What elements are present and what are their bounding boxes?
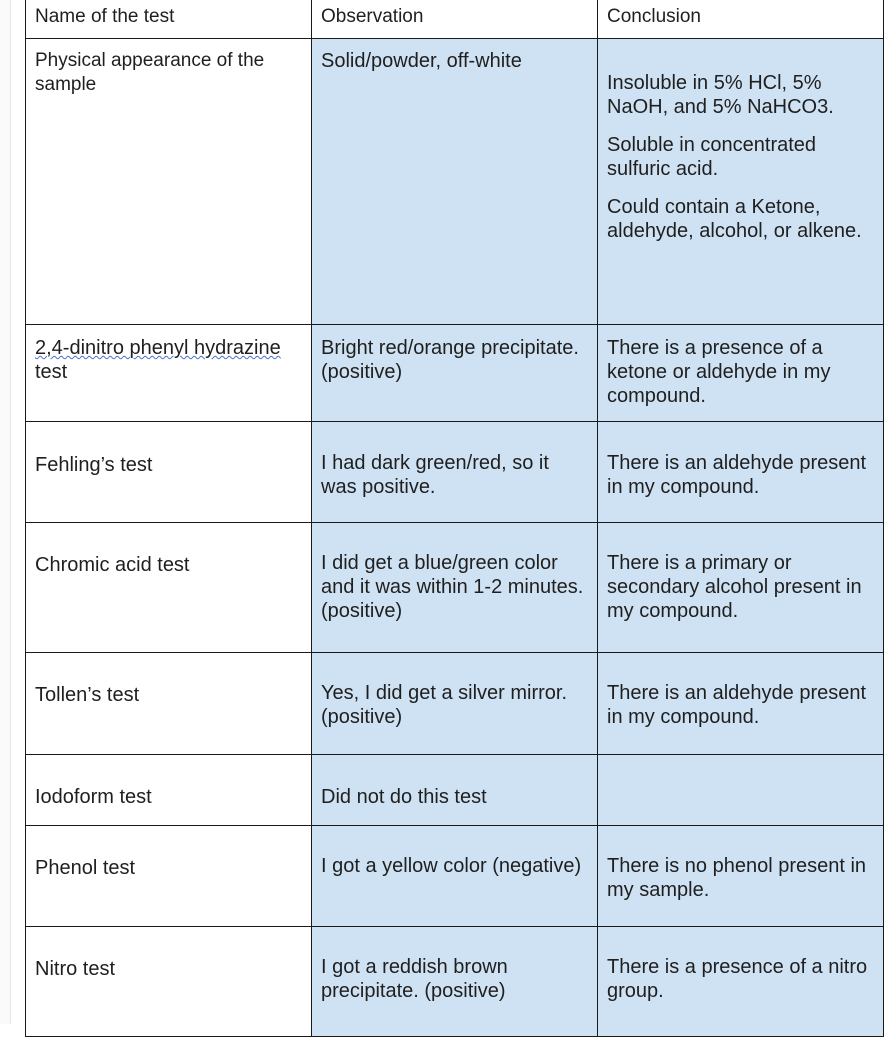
table-row: [26, 755, 884, 826]
row-test-name: Physical appearance of the sample: [26, 39, 312, 325]
header-conclusion: Conclusion: [598, 0, 884, 39]
row-observation: Yes, I did get a silver mirror. (positive): [312, 653, 598, 755]
row-observation: I had dark green/red, so it was positive.: [312, 422, 598, 523]
table-row: [26, 927, 884, 1037]
row-observation: Bright red/orange precipitate. (positive): [312, 325, 598, 422]
table-row: [26, 325, 884, 422]
row-conclusion: There is a presence of a ketone or aldehyde in my compound.: [598, 325, 884, 422]
row-conclusion: There is an aldehyde present in my compound.: [598, 653, 884, 755]
row-conclusion: There is a primary or secondary alcohol present in my compound.: [598, 523, 884, 653]
row-observation: I got a yellow color (negative): [312, 826, 598, 927]
row-test-name: [26, 325, 312, 422]
header-test-name: Name of the test: [26, 0, 312, 39]
document-left-margin: [0, 0, 11, 1024]
row-observation: I did get a blue/green color and it was within 1-2 minutes. (positive): [312, 523, 598, 653]
row-conclusion: [598, 39, 884, 325]
row-test-name: Chromic acid test: [26, 523, 312, 653]
conclusion-paragraph: Could contain a Ketone, aldehyde, alcohol, or alkene.: [607, 196, 862, 242]
spellcheck-underlined-text: 2,4-dinitro phenyl hydrazine: [35, 337, 281, 359]
table-row: [26, 523, 884, 653]
table-header-row: [26, 0, 884, 39]
row-test-name-suffix: test: [35, 361, 68, 383]
lab-results-table: [25, 0, 884, 1037]
row-test-name: Iodoform test: [26, 755, 312, 826]
header-observation: Observation: [312, 0, 598, 39]
row-test-name: Phenol test: [26, 826, 312, 927]
row-conclusion: There is an aldehyde present in my compound.: [598, 422, 884, 523]
row-observation: Did not do this test: [312, 755, 598, 826]
row-test-name: Tollen’s test: [26, 653, 312, 755]
conclusion-paragraph: Insoluble in 5% HCl, 5% NaOH, and 5% NaHCO3.: [607, 72, 834, 118]
table-row: [26, 653, 884, 755]
row-observation: I got a reddish brown precipitate. (positive): [312, 927, 598, 1037]
table-row: [26, 826, 884, 927]
row-observation: Solid/powder, off-white: [312, 39, 598, 325]
row-test-name: Fehling’s test: [26, 422, 312, 523]
conclusion-paragraph: Soluble in concentrated sulfuric acid.: [607, 134, 817, 180]
row-conclusion: There is a presence of a nitro group.: [598, 927, 884, 1037]
table-row: [26, 422, 884, 523]
row-conclusion: [598, 755, 884, 826]
table-row: [26, 39, 884, 325]
row-conclusion: There is no phenol present in my sample.: [598, 826, 884, 927]
row-test-name: Nitro test: [26, 927, 312, 1037]
